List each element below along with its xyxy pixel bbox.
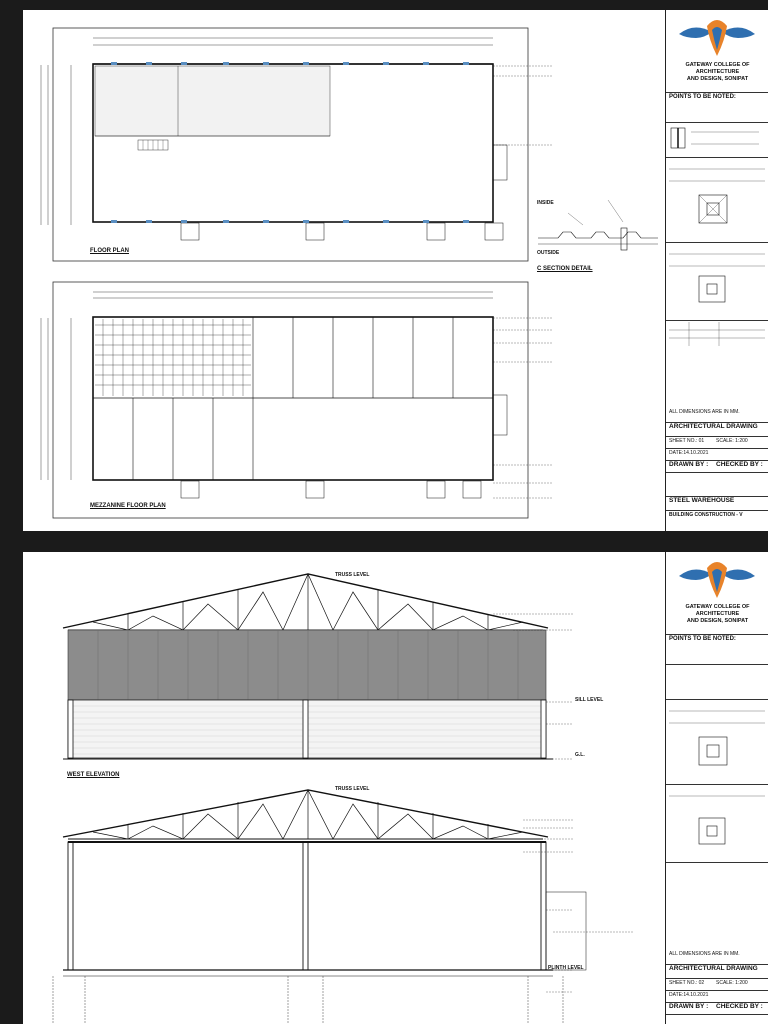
drawing-sheet-1 xyxy=(23,10,768,531)
truss-level-label-1: TRUSS LEVEL xyxy=(335,572,370,578)
drawing-date: DATE:14.10.2021 xyxy=(669,450,709,456)
drawing-type: ARCHITECTURAL DRAWING xyxy=(666,964,768,978)
drawing-date: DATE:14.10.2021 xyxy=(669,992,709,998)
project-name: STEEL WAREHOUSE xyxy=(666,496,768,510)
sheet-number-row xyxy=(666,978,768,990)
college-logo xyxy=(674,558,760,602)
checked-by-label: CHECKED BY : xyxy=(716,1003,763,1010)
title-block xyxy=(665,10,768,531)
college-name: GATEWAY COLLEGE OF ARCHITECTURE AND DESIGN, SONIPAT xyxy=(685,62,750,82)
names-row xyxy=(666,472,768,496)
drawing-scale: SCALE: 1:200 xyxy=(716,438,748,444)
building-section xyxy=(53,790,633,1024)
inside-label: INSIDE xyxy=(537,200,554,206)
section-notes xyxy=(666,122,768,157)
sheet-number-row xyxy=(666,436,768,448)
floor-plan xyxy=(41,38,553,240)
mezzanine-plan-title: MEZZANINE FLOOR PLAN xyxy=(90,503,166,509)
names-row xyxy=(666,1014,768,1024)
footing-table-1 xyxy=(666,699,768,784)
college-name: GATEWAY COLLEGE OF ARCHITECTURE AND DESIGN, SONIPAT xyxy=(685,604,750,624)
college-logo xyxy=(674,16,760,60)
section-notes xyxy=(666,664,768,699)
mezzanine-plan xyxy=(41,292,553,498)
drawn-by-label: DRAWN BY : xyxy=(669,461,709,468)
west-elevation xyxy=(63,574,548,630)
title-block-2 xyxy=(665,552,768,1024)
signatures-row xyxy=(666,1002,768,1014)
footing-table-1 xyxy=(666,157,768,242)
footing-table-2 xyxy=(666,784,768,862)
checked-by-label: CHECKED BY : xyxy=(716,461,763,468)
drawn-by-label: DRAWN BY : xyxy=(669,1003,709,1010)
floor-plan-title: FLOOR PLAN xyxy=(90,248,129,254)
drawing-sheet-2 xyxy=(23,552,768,1024)
truss-level-label-2: TRUSS LEVEL xyxy=(335,786,370,792)
drawing-scale: SCALE: 1:200 xyxy=(716,980,748,986)
sheet-number: SHEET NO.: 01 xyxy=(669,438,705,444)
signatures-row xyxy=(666,460,768,472)
footing-table-2 xyxy=(666,242,768,320)
c-section-detail xyxy=(538,200,658,250)
date-row xyxy=(666,448,768,460)
drawing-type: ARCHITECTURAL DRAWING xyxy=(666,422,768,436)
dimensions-note: ALL DIMENSIONS ARE IN MM. xyxy=(669,951,740,957)
gl-label: G.L. xyxy=(575,752,585,758)
date-row xyxy=(666,990,768,1002)
points-heading: POINTS TO BE NOTED: xyxy=(666,92,768,122)
sill-level-label: SILL LEVEL xyxy=(575,697,604,703)
outside-label: OUTSIDE xyxy=(537,250,560,256)
schedule-table xyxy=(666,862,768,950)
subject-name: BUILDING CONSTRUCTION - V xyxy=(666,510,768,531)
metal-cladding xyxy=(68,630,546,700)
plinth-level-label: PLINTH LEVEL xyxy=(548,965,584,971)
schedule-table xyxy=(666,320,768,408)
c-section-title: C SECTION DETAIL xyxy=(537,266,593,272)
dimensions-note: ALL DIMENSIONS ARE IN MM. xyxy=(669,409,740,415)
west-elevation-title: WEST ELEVATION xyxy=(67,772,120,778)
points-heading: POINTS TO BE NOTED: xyxy=(666,634,768,664)
sheet-number: SHEET NO.: 02 xyxy=(669,980,705,986)
